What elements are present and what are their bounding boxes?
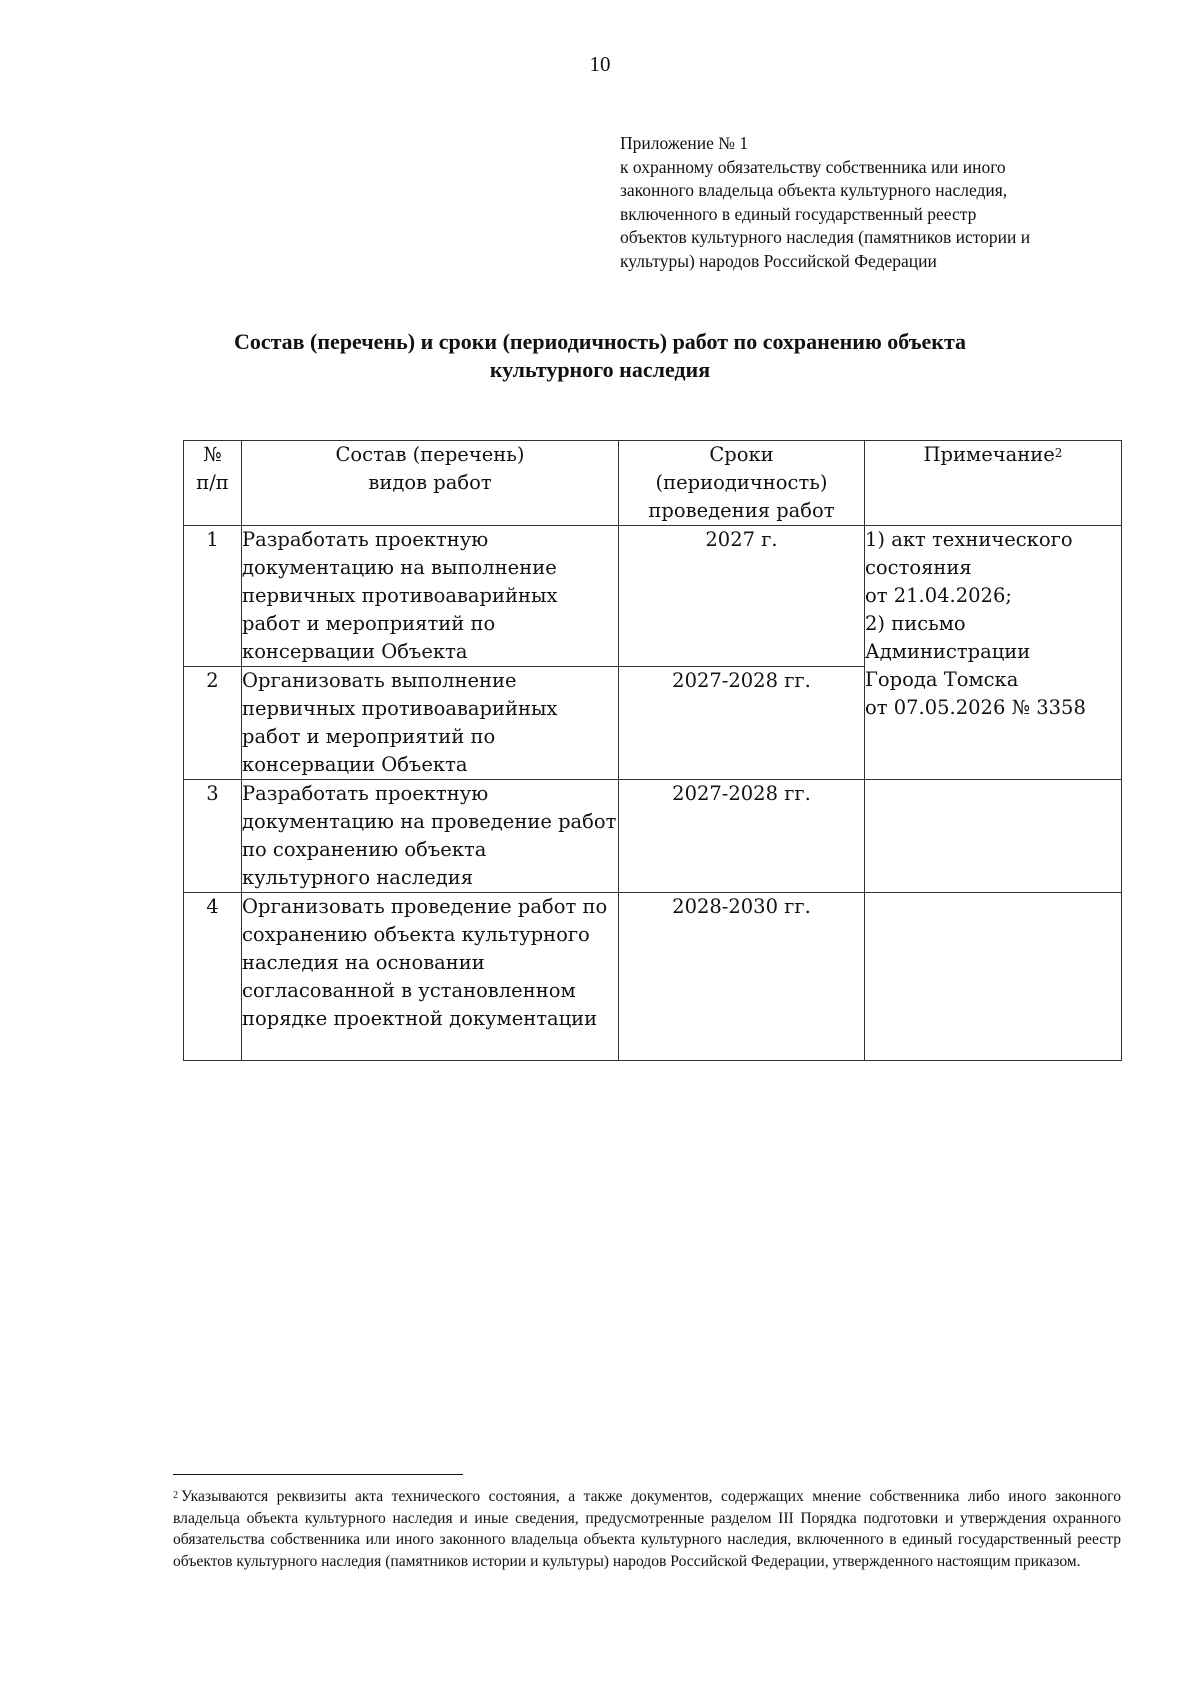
row-num: 1	[184, 526, 242, 667]
footnote-mark: 2	[173, 1490, 178, 1501]
row-work: Организовать выполнение первичных противоаварийных работ и мероприятий по консервации Объекта	[242, 667, 619, 780]
row-note-merged: 1) акт технического состояния от 21.04.2026; 2) письмо Администрации Города Томска от 07.05.2026 № 3358	[865, 526, 1122, 780]
header-terms: Сроки (периодичность) проведения работ	[619, 441, 865, 526]
document-title	[100, 328, 1100, 384]
page-number: 10	[589, 52, 611, 76]
row-work: Разработать проектную документацию на выполнение первичных противоаварийных работ и мероприятий по консервации Объекта	[242, 526, 619, 667]
row-num: 4	[184, 893, 242, 1061]
row-work: Разработать проектную документацию на проведение работ по сохранению объекта культурного наследия	[242, 780, 619, 893]
appendix-line: объектов культурного наследия (памятников истории и	[620, 227, 1031, 247]
row-work: Организовать проведение работ по сохранению объекта культурного наследия на основании согласованной в установленном порядке проектной документации	[242, 893, 619, 1061]
table-header-row	[184, 441, 1122, 526]
table-row	[184, 526, 1122, 667]
footnote-separator	[173, 1474, 463, 1475]
appendix-header	[620, 132, 1120, 273]
title-line-2: культурного наследия	[489, 357, 711, 382]
row-num: 2	[184, 667, 242, 780]
appendix-line: включенного в единый государственный реестр	[620, 203, 977, 224]
row-note	[865, 893, 1122, 1061]
works-table	[183, 440, 1122, 1061]
table-row	[184, 893, 1122, 1061]
appendix-line: законного владельца объекта культурного наследия,	[620, 180, 1008, 200]
header-num: № п/п	[184, 441, 242, 526]
title-line-1: Состав (перечень) и сроки (периодичность) работ по сохранению объекта	[233, 329, 967, 354]
appendix-line: культуры) народов Российской Федерации	[620, 250, 937, 271]
row-term: 2027 г.	[619, 526, 865, 667]
row-term: 2027-2028 гг.	[619, 667, 865, 780]
appendix-line: к охранному обязательству собственника или иного	[620, 156, 1006, 177]
row-term: 2028-2030 гг.	[619, 893, 865, 1061]
footnote-ref: 2	[1054, 446, 1063, 460]
footnote	[173, 1486, 1121, 1572]
appendix-line: Приложение № 1	[620, 133, 749, 153]
header-note: Примечание$^2$	[865, 441, 1122, 526]
footnote-text: Указываются реквизиты акта технического состояния, а также документов, содержащих мнение собственника либо иного законного владельца объекта культурного наследия и иные сведения, предусмотренные разделом III Порядка подготовки и утверждения охранного обязательства собственника или иного законного владельца объекта культурного наследия, включенного в единый государственный реестр объектов культурного наследия (памятников истории и культуры) народов Российской Федерации, утвержденного настоящим приказом.	[173, 1488, 1121, 1570]
row-note	[865, 780, 1122, 893]
header-works: Состав (перечень) видов работ	[242, 441, 619, 526]
table-row	[184, 780, 1122, 893]
row-num: 3	[184, 780, 242, 893]
row-term: 2027-2028 гг.	[619, 780, 865, 893]
